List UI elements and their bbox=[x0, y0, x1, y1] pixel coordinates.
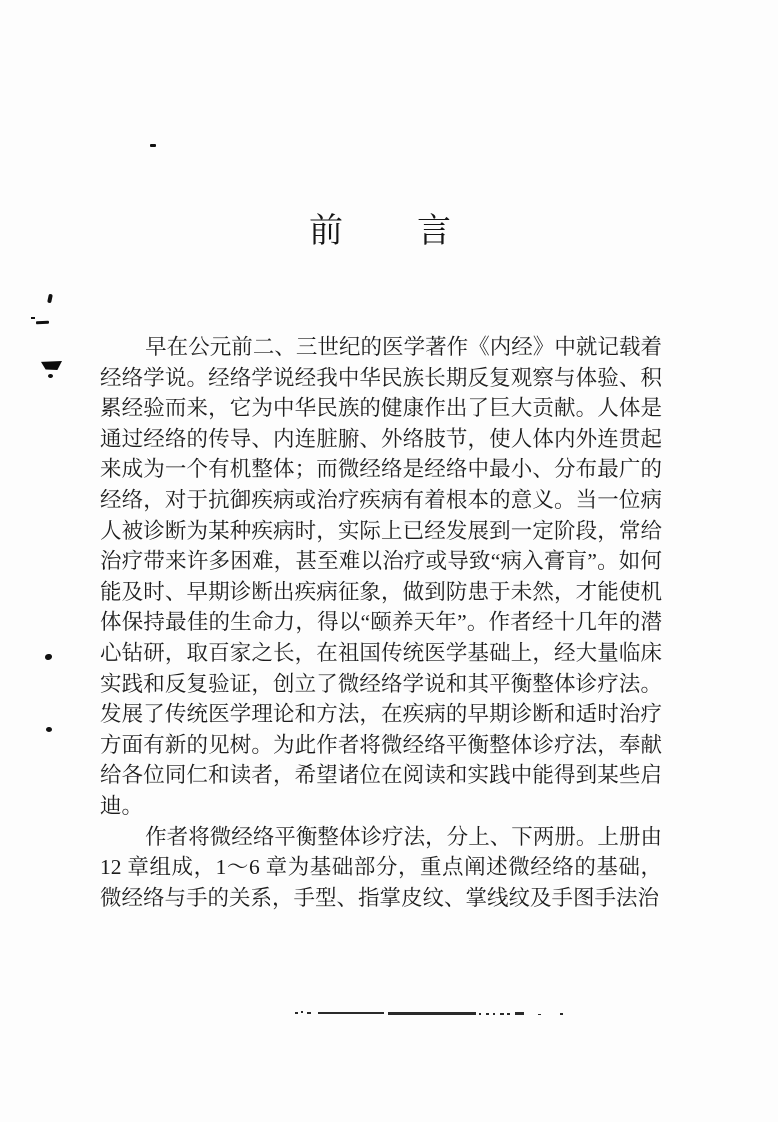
text-line: 来成为一个有机整体；而微经络是经络中最小、分布最广的 bbox=[100, 457, 662, 482]
scan-speck bbox=[45, 654, 52, 660]
text-line: 迪。 bbox=[100, 793, 144, 818]
scan-speck bbox=[47, 294, 53, 304]
text-line: 经络学说。经络学说经我中华民族长期反复观察与体验、积 bbox=[100, 365, 662, 390]
scan-speck bbox=[31, 317, 35, 319]
scan-speck bbox=[150, 144, 156, 147]
text-line: 发展了传统医学理论和方法，在疾病的早期诊断和适时治疗 bbox=[100, 702, 662, 727]
text-line: 治疗带来许多困难，甚至难以治疗或导致“病入膏肓”。如何 bbox=[100, 549, 662, 574]
text-line: 实践和反复验证，创立了微经络学说和其平衡整体诊疗法。 bbox=[100, 671, 662, 696]
scan-mark bbox=[41, 361, 62, 370]
scan-speck bbox=[48, 374, 53, 378]
scan-speck bbox=[36, 321, 49, 325]
text-line: 通过经络的传导、内连脏腑、外络肢节，使人体内外连贯起 bbox=[100, 426, 662, 451]
scan-speck bbox=[46, 727, 52, 732]
text-line: 作者将微经络平衡整体诊疗法，分上、下两册。上册由 bbox=[145, 824, 662, 849]
text-line: 微经络与手的关系，手型、指掌皮纹、掌线纹及手图手法治 bbox=[100, 885, 660, 910]
text-line: 累经验而来，它为中华民族的健康作出了巨大贡献。人体是 bbox=[100, 396, 662, 421]
text-line: 经络，对于抗御疾病或治疗疾病有着根本的意义。当一位病 bbox=[100, 487, 662, 512]
text-line: 人被诊断为某种疾病时，实际上已经发展到一定阶段，常给 bbox=[100, 518, 662, 543]
text-line: 体保持最佳的生命力，得以“颐养天年”。作者经十几年的潜 bbox=[100, 610, 662, 635]
text-line: 12 章组成，1～6 章为基础部分，重点阐述微经络的基础， bbox=[100, 855, 662, 880]
text-line: 方面有新的见树。为此作者将微经络平衡整体诊疗法，奉献 bbox=[100, 732, 662, 757]
page-title: 前 言 bbox=[309, 213, 453, 250]
text-line: 心钻研，取百家之长，在祖国传统医学基础上，经大量临床 bbox=[100, 640, 662, 665]
text-line: 给各位同仁和读者，希望诸位在阅读和实践中能得到某些启 bbox=[100, 763, 662, 788]
text-line: 早在公元前二、三世纪的医学著作《内经》中就记载着 bbox=[145, 335, 662, 359]
preface-text bbox=[100, 332, 662, 913]
text-line: 能及时、早期诊断出疾病征象，做到防患于未然，才能使机 bbox=[100, 579, 662, 604]
